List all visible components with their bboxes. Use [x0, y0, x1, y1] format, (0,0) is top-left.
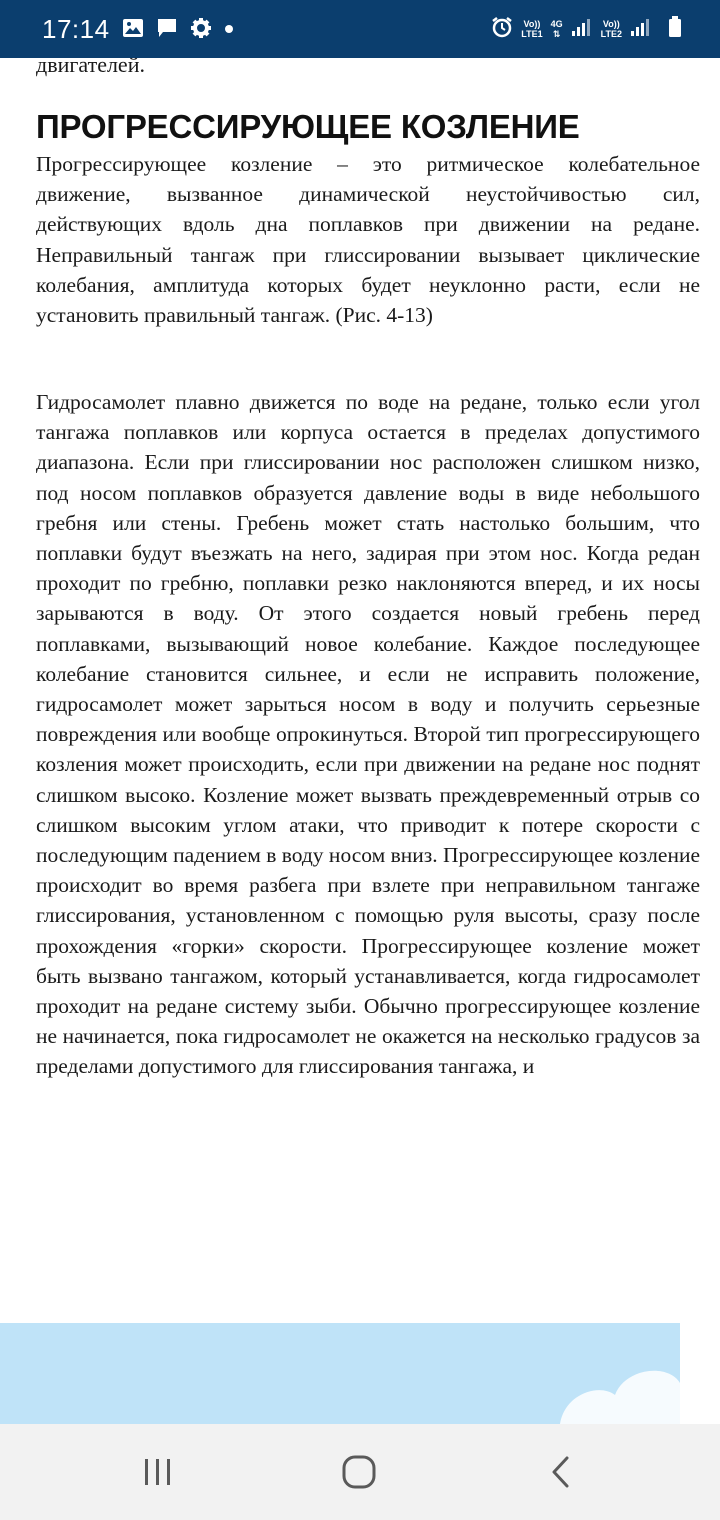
image-icon	[122, 18, 144, 43]
recent-apps-icon	[141, 1457, 175, 1487]
cloud-icon	[0, 1323, 680, 1424]
status-bar	[0, 0, 720, 58]
page-edge	[680, 1323, 720, 1424]
recent-apps-button[interactable]	[128, 1446, 188, 1498]
back-button[interactable]	[531, 1446, 591, 1498]
sim2-label: Vo)) LTE2	[600, 19, 622, 39]
alarm-icon	[491, 16, 513, 43]
gear-icon	[190, 17, 212, 44]
network-type: 4G ⇅	[550, 19, 563, 39]
document-page[interactable]	[0, 58, 720, 1424]
paragraph: Прогрессирующее козление – это ритмическое колебательное движение, вызванное динамической неустойчивостью сил, действующих вдоль дна поплавков при движении на редане. Неправильный тангаж при глиссировании вызывает циклические колебания, амплитуда которых будет неуклонно расти, если не установить правильный тангаж. (Рис. 4-13)	[36, 152, 700, 328]
sim1-label: Vo)) LTE1	[521, 19, 543, 39]
paragraph: Гидросамолет плавно движется по воде на редане, только если угол тангажа поплавков или корпуса остается в пределах допустимого диапазона. Если при глиссировании нос расположен слишком низко, под носом поплавков образуется давление воды в виде небольшого гребня или стены. Гребень может стать настолько большим, что поплавки будут въезжать на него, задирая при этом нос. Когда редан проходит по гребню, поплавки резко наклоняются вперед, и их носы зарываются в воду. От этого создается новый гребень перед поплавками, вызывающий новое колебание. Каждое последующее колебание становится сильнее, и если не исправить положение, гидросамолет может зарыться носом в воду и получить серьезные повреждения или вообще опрокинуться. Второй тип прогрессирующего козления может происходить, если при движении на редане нос поднят слишком высоко. Козление может вызвать преждевременный отрыв со слишком высоким углом атаки, что приводит к потере скорости с последующим падением в воду носом вниз. Прогрессирующее козление происходит во время разбега при взлете при неправильном тангаже глиссирования, установленном с помощью руля высоты, сразу после прохождения «горки» скорости. Прогрессирующее козление может быть вызвано тангажом, который устанавливается, когда гидросамолет проходит на редане систему зыби. Обычно прогрессирующее козление не начинается, пока гидросамолет не окажется на несколько градусов за пределами допустимого для глиссирования тангажа, и	[36, 390, 700, 1079]
battery-icon	[668, 16, 682, 43]
signal-icon-2	[630, 17, 652, 42]
navigation-bar	[0, 1424, 720, 1520]
partial-text-line: двигателей.	[36, 58, 145, 77]
signal-icon	[571, 17, 593, 42]
home-button[interactable]	[329, 1446, 389, 1498]
message-icon	[156, 17, 178, 44]
system-icons	[491, 14, 682, 44]
illustration-sky	[0, 1323, 680, 1424]
status-time: 17:14	[42, 14, 110, 44]
section-heading: ПРОГРЕССИРУЮЩЕЕ КОЗЛЕНИЕ	[36, 108, 580, 145]
notification-icons	[122, 18, 234, 42]
home-icon	[341, 1454, 377, 1490]
dot-icon	[224, 21, 234, 39]
back-icon	[549, 1455, 573, 1489]
